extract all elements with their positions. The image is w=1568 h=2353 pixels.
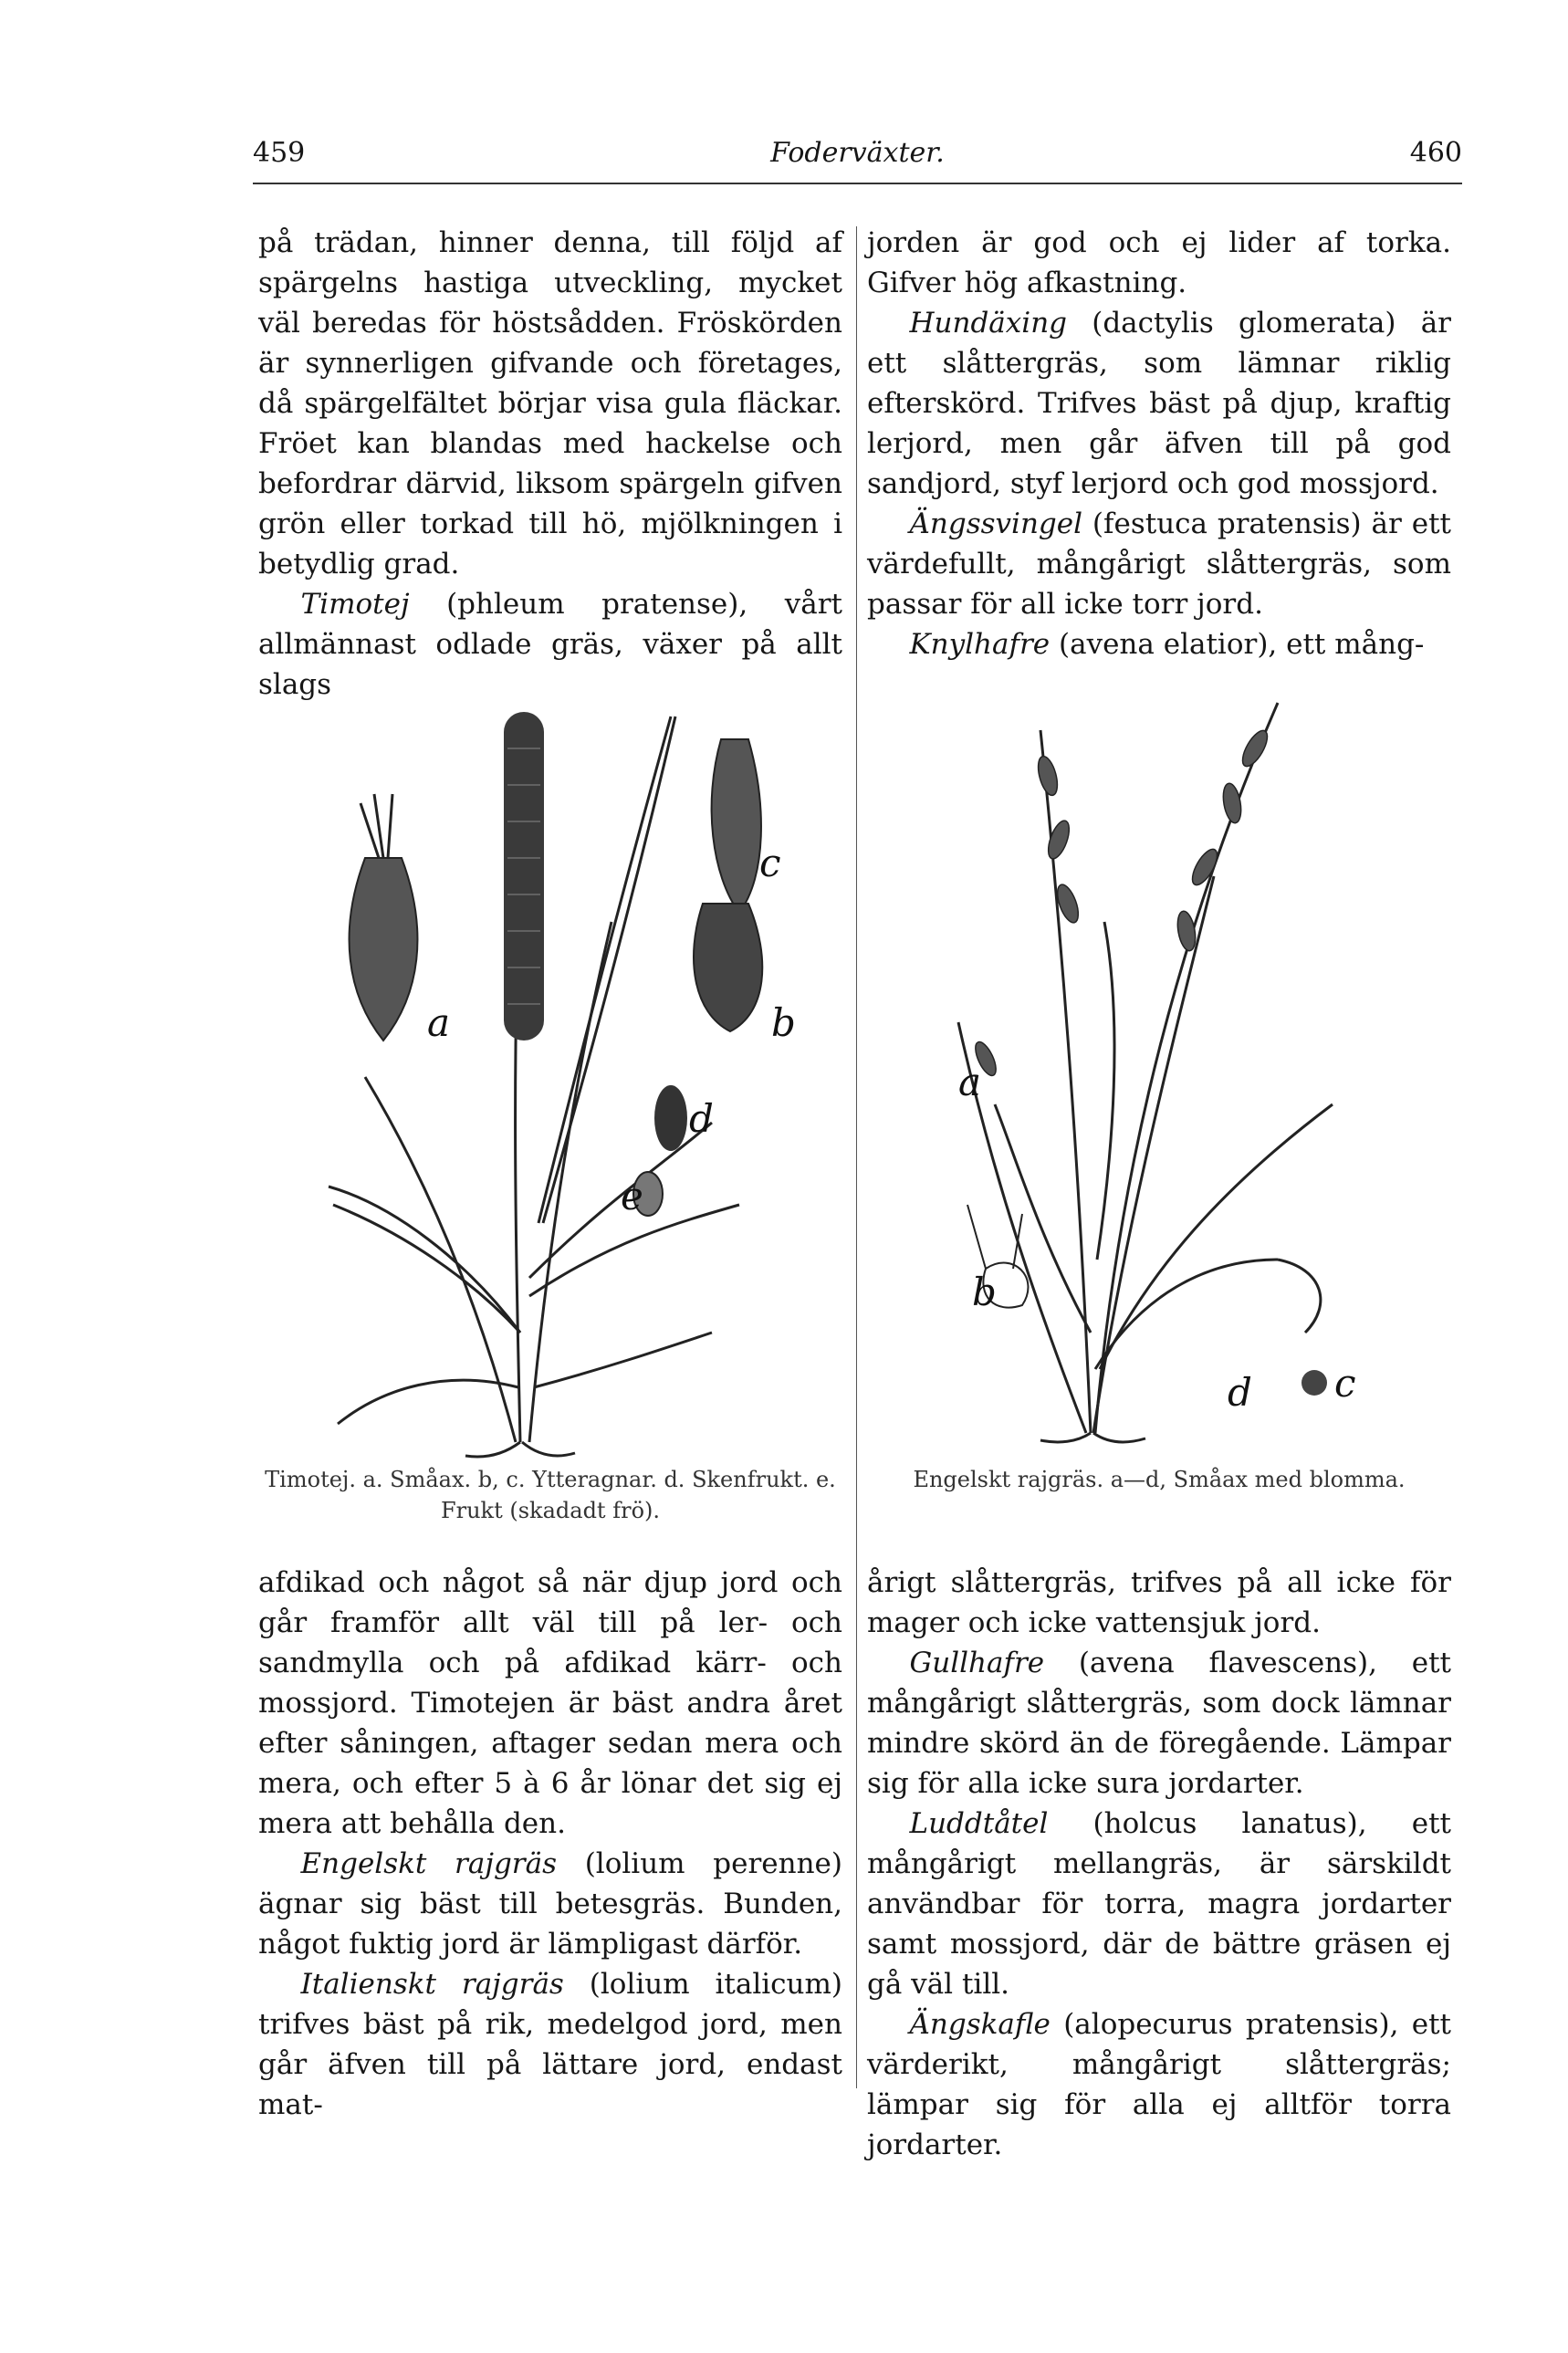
- timotej-illustration: [310, 694, 821, 1460]
- plant-name: Luddtåtel: [909, 1807, 1049, 1840]
- figure-label: a: [427, 1000, 451, 1045]
- column-divider: [856, 226, 857, 2088]
- figure-caption-right: Engelskt rajgräs. a—d, Småax med blomma.: [913, 1467, 1406, 1492]
- figure-label: d: [1228, 1370, 1252, 1415]
- paragraph: Gullhafre (avena flavescens), ett mångårigt slåttergräs, som dock lämnar mindre skörd än de föregående. Lämpar sig för alla icke sura jordarter.: [867, 1647, 1451, 1800]
- paragraph: Ängskafle (alopecurus pratensis), ett värderikt, mångårigt slåttergräs; lämpar sig för alla ej alltför torra jordarter.: [867, 2008, 1451, 2161]
- paragraph: Knylhafre (avena elatior), ett mång-: [909, 628, 1425, 661]
- plant-name: Ängssvingel: [909, 507, 1083, 540]
- plant-name: Engelskt rajgräs: [300, 1847, 558, 1880]
- right-column-top-text: [867, 223, 1451, 664]
- left-column-bottom-text: [258, 1563, 842, 2125]
- paragraph: Italienskt rajgräs (lolium italicum) trifves bäst på rik, medelgod jord, men går äfven till på lättare jord, endast mat-: [258, 1968, 842, 2121]
- paragraph: årigt slåttergräs, trifves på all icke för mager och icke vattensjuk jord.: [867, 1566, 1451, 1639]
- plant-name: Hundäxing: [909, 307, 1067, 340]
- right-column-bottom-text: [867, 1563, 1451, 2165]
- page-number-left: 459: [253, 137, 306, 169]
- figure-caption-left: Timotej. a. Småax. b, c. Ytteragnar. d. Skenfrukt. e. Frukt (skadadt frö).: [265, 1467, 836, 1523]
- plant-name: Italienskt rajgräs: [300, 1968, 564, 2001]
- paragraph: jorden är god och ej lider af torka. Gifver hög afkastning.: [867, 226, 1451, 299]
- figure-label: b: [771, 1000, 796, 1045]
- figure-label: a: [958, 1060, 982, 1104]
- figure-label: e: [621, 1174, 643, 1218]
- rajgras-drawing: [931, 675, 1406, 1451]
- paragraph: Engelskt rajgräs (lolium perenne) ägnar sig bäst till betesgräs. Bunden, något fuktig jord är lämpligast därför.: [258, 1847, 842, 1961]
- plant-name: Gullhafre: [909, 1647, 1045, 1679]
- plant-name: Knylhafre: [909, 628, 1051, 661]
- figure-label: b: [972, 1270, 997, 1314]
- paragraph: på trädan, hinner denna, till följd af spärgelns hastiga utveckling, mycket väl beredas för höstsådden. Fröskörden är synnerligen gifvande och företages, då spärgelfältet börjar visa gula fläckar. Fröet kan blandas med hackelse och befordrar därvid, liksom spärgeln gifven grön eller torkad till hö, mjölkningen i betydlig grad.: [258, 226, 842, 580]
- plant-name: Timotej: [300, 588, 410, 621]
- page-number-right: 460: [1409, 137, 1462, 169]
- figure-label: d: [689, 1096, 714, 1141]
- paragraph: Timotej (phleum pratense), vårt allmännast odlade gräs, växer på allt slags: [258, 588, 842, 701]
- plant-name: Ängskafle: [909, 2008, 1051, 2041]
- left-column-top-text: [258, 223, 842, 705]
- page-header: [253, 128, 1462, 184]
- running-title: Foderväxter.: [770, 137, 945, 169]
- paragraph: Ängssvingel (festuca pratensis) är ett värdefullt, mångårigt slåttergräs, som passar för all icke torr jord.: [867, 507, 1451, 621]
- figure-label: c: [1334, 1361, 1356, 1406]
- rajgras-illustration: [931, 675, 1406, 1451]
- figure-label: c: [759, 841, 781, 885]
- paragraph: afdikad och något så när djup jord och går framför allt väl till på ler- och sandmylla och på afdikad kärr- och mossjord. Timotejen är bäst andra året efter såningen, aftager sedan mera och mera, och efter 5 à 6 år lönar det sig ej mera att behålla den.: [258, 1566, 842, 1840]
- timotej-drawing: [310, 694, 821, 1460]
- paragraph: Luddtåtel (holcus lanatus), ett mångårigt mellangräs, är särskildt användbar för torra, magra jordarter samt mossjord, där de bättre gräsen ej gå väl till.: [867, 1807, 1451, 2001]
- paragraph: Hundäxing (dactylis glomerata) är ett slåttergräs, som lämnar riklig efterskörd. Trifves bäst på djup, kraftig lerjord, men går äfven till på god sandjord, styf lerjord och god mossjord.: [867, 307, 1451, 500]
